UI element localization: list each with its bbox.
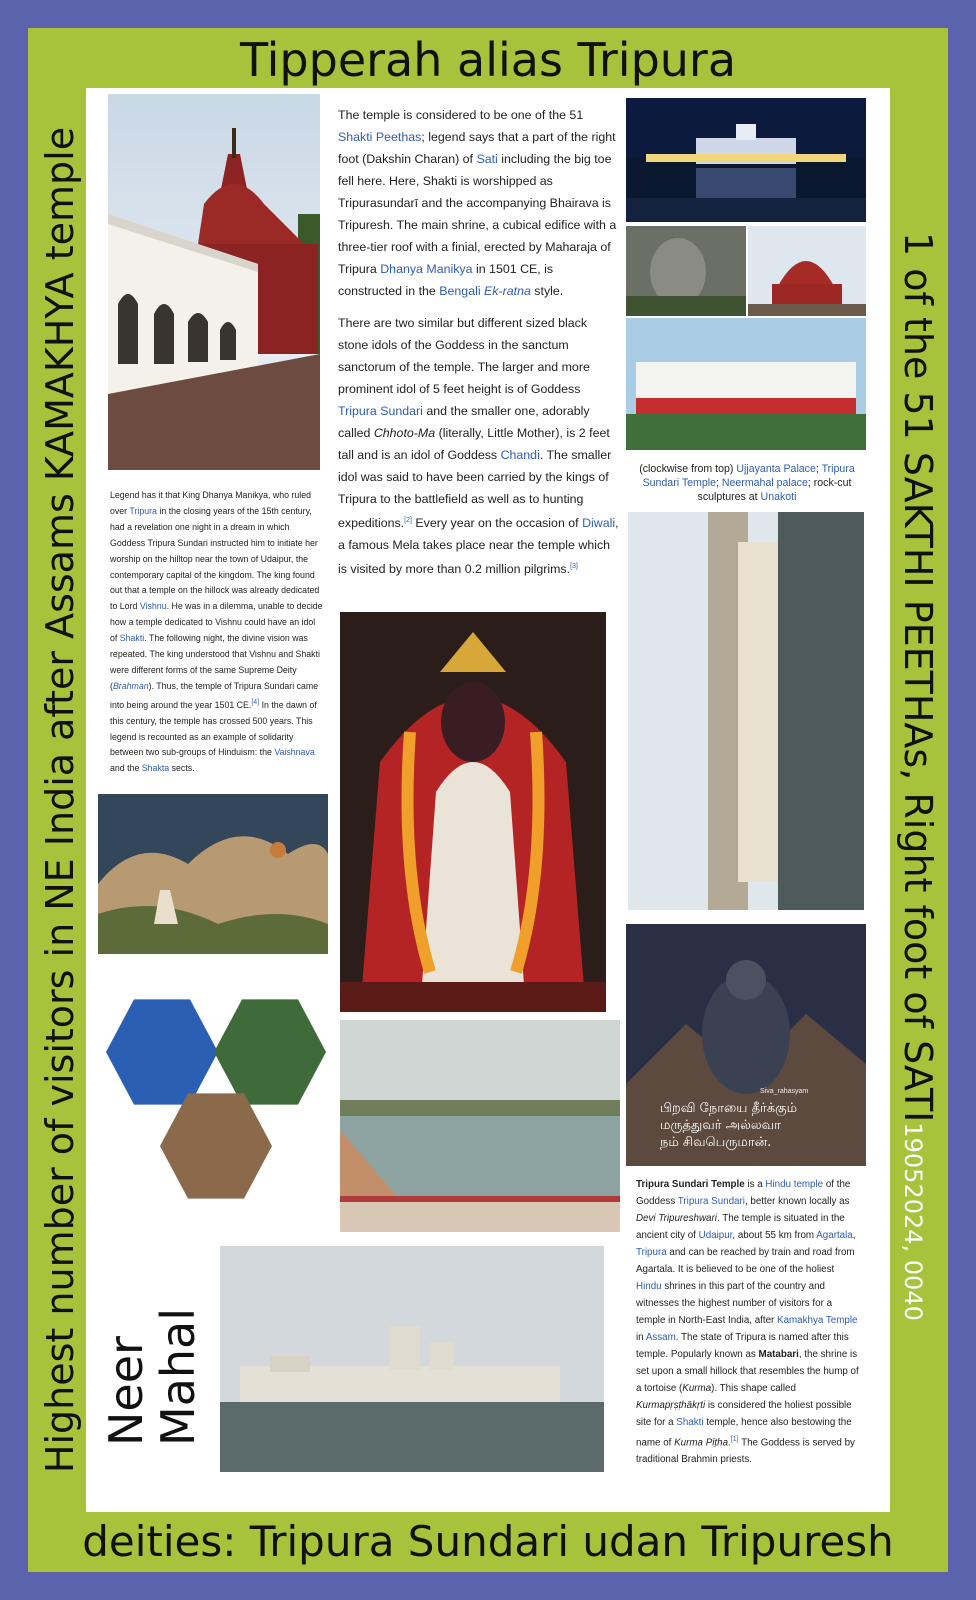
text-run: temple, hence also bestowing the name of (636, 1417, 852, 1449)
text-run: ; (815, 463, 822, 475)
text-run: and can be reached by train and road from Agartala. It is believed to be one of the holiest (636, 1247, 855, 1275)
wiki-tripura-text (636, 1176, 860, 1468)
text-run: , better known locally as (744, 1196, 850, 1207)
link-hindu[interactable]: Hindu (636, 1281, 662, 1292)
ujjayanta-palace-photo (626, 98, 866, 222)
citation-2[interactable]: [2] (404, 517, 412, 524)
text-run: is considered the holiest possible site for a (636, 1400, 852, 1428)
text-run: of the Goddess (636, 1179, 851, 1207)
text-run-italic: Kurma (682, 1383, 712, 1394)
tamil-line-2: மருத்துவர் அல்லவா (660, 1118, 781, 1133)
wiki-main-paragraph-1 (338, 104, 620, 302)
link-brahman[interactable]: Brahman (112, 680, 149, 691)
neer-mahal-photo (220, 1246, 604, 1472)
unakoti-rock-photo (626, 226, 746, 316)
link-shakti[interactable]: Shakti (119, 633, 145, 644)
neer-label-line-1: Neer (99, 1336, 153, 1446)
text-run: ; legend says that a part of the right foot (Dakshin Charan) of (338, 130, 616, 166)
link-tripura[interactable]: Tripura (129, 505, 157, 516)
text-run: The temple is considered to be one of the 51 (338, 108, 584, 122)
tamil-line-3: நம் சிவபெருமான். (660, 1135, 772, 1150)
link-udaipur[interactable]: Udaipur (698, 1230, 733, 1241)
text-run-italic: Chhoto-Ma (373, 426, 436, 440)
mythology-painting (98, 794, 328, 954)
text-run: . The smaller idol was said to have been carried by the kings of Tripura to the battlefield as well as to hunting expeditions. (338, 448, 612, 531)
link-sati[interactable]: Sati (476, 152, 498, 166)
link-neermahal-palace[interactable]: Neermahal palace (721, 477, 808, 489)
text-run: shrines in this part of the country and witnesses the highest number of visitors for a temple in North-East India, after (636, 1281, 833, 1326)
text-run: . The state of Tripura is named after this temple. Popularly known as (636, 1332, 849, 1360)
goddess-idol-photo (340, 612, 606, 1012)
side-title-left: Highest number of visitors in NE India after Assams KAMAKHYA temple (38, 126, 82, 1474)
tamil-line-1: பிறவி நோயை தீர்க்கும் (660, 1101, 798, 1116)
text-run-bold: Matabari (758, 1349, 799, 1360)
tamil-overlay (660, 1100, 850, 1151)
text-run: , about 55 km from (732, 1230, 817, 1241)
text-run: (clockwise from top) (639, 463, 737, 475)
wiki-legend-text (110, 488, 324, 777)
neer-label-line-2: Mahal (151, 1308, 205, 1446)
title-top: Tipperah alias Tripura (239, 33, 737, 87)
link-tripura-sundari-temple[interactable]: Tripura Sundari Temple (642, 463, 855, 489)
figure-caption (626, 462, 868, 504)
link-ek-ratna[interactable]: Ek-ratna (484, 284, 531, 298)
link-hindu-temple[interactable]: Hindu temple (765, 1179, 824, 1190)
text-run: and the smaller one, adorably called (338, 404, 590, 440)
text-run: , the shrine is set upon a small hillock that resembles the hump of a tortoise ( (636, 1349, 859, 1394)
title-bottom: deities: Tripura Sundari udan Tripuresh (82, 1517, 894, 1566)
palace-reflection-photo (628, 512, 864, 910)
instagram-handle: Siva_rahasyam (760, 1088, 809, 1095)
side-title-right-text: 1 of the 51 SAKTHI PEETHAs, Right foot of SATI (896, 232, 940, 1123)
temple-photo (108, 94, 320, 470)
text-run: , (852, 1230, 856, 1241)
side-title-right (890, 232, 946, 1542)
link-assam[interactable]: Assam (645, 1332, 676, 1343)
text-run: (literally, Little Mother), is 2 feet tall and is an idol of Goddess (338, 426, 610, 462)
link-shakti[interactable]: Shakti (676, 1417, 704, 1428)
text-run: . He was in a dilemma, unable to decide how a temple dedicated to Vishnu could have an idol of (110, 601, 323, 644)
text-run: . (728, 1437, 731, 1449)
text-run: and the (110, 763, 142, 774)
text-run-italic: Kurma Pīṭha (674, 1437, 729, 1449)
link-dhanya-manikya[interactable]: Dhanya Manikya (380, 262, 473, 276)
link-vaishnava[interactable]: Vaishnava (274, 747, 315, 758)
link-chandi[interactable]: Chandi (500, 448, 540, 462)
link-diwali[interactable]: Diwali (582, 516, 616, 531)
text-run: in (636, 1332, 646, 1343)
citation-4[interactable]: [4] (251, 698, 260, 706)
neer-mahal-label (100, 1216, 204, 1446)
citation-3[interactable]: [3] (570, 563, 578, 571)
neermahal-palace-photo (626, 318, 866, 450)
link-tripura-sundari[interactable]: Tripura Sundari (677, 1196, 745, 1207)
wiki-main-text (338, 104, 620, 590)
text-run-italic: Kurmapṛṣṭhākṛti (636, 1400, 706, 1411)
text-run: There are two similar but different sized black stone idols of the Goddess in the sanctum sanctorum of the temple. The larger and more prominent idol of 5 feet height is of Goddess (338, 316, 590, 396)
text-run: Legend has it that King Dhanya Manikya, who ruled over (110, 490, 311, 516)
link-kamakhya-temple[interactable]: Kamakhya Temple (777, 1315, 858, 1326)
text-run: In the dawn of this century, the temple has crossed 500 years. This legend is recounted as an example of solidarity between two sub-groups of Hinduism: the (110, 699, 317, 758)
link-tripura[interactable]: Tripura (636, 1247, 667, 1258)
text-run: . The temple is situated in the ancient city of (636, 1213, 845, 1241)
text-run: ; rock-cut sculptures at (697, 477, 852, 503)
citation-1[interactable]: [1] (730, 1436, 739, 1443)
text-run: The Goddess is served by traditional Brahmin priests. (636, 1437, 855, 1466)
wiki-main-paragraph-2 (338, 312, 620, 580)
text-run: including the big toe fell here. Here, Shakti is worshipped as Tripurasundarī and the accompanying Bhairava is Tripuresh. The main shrine, a cubical edifice with a three-tier roof with a finial, erected by Maharaja of Tripura (338, 152, 617, 276)
text-run: Every year on the occasion of (411, 516, 583, 531)
link-bengali[interactable]: Bengali (439, 284, 485, 298)
text-run-bold: Tripura Sundari Temple (636, 1179, 745, 1190)
text-run: in the closing years of the 15th century, had a revelation one night in a dream in which Goddess Tripura Sundari instructed him to initiate her worship on the hilltop near the town of Udaipur, the contemporary capital of the kingdom. The king found out that a temple on the hillock was already dedicated to Lord (110, 505, 320, 612)
lake-photo (340, 1020, 620, 1232)
tripura-sundari-temple-photo (748, 226, 866, 316)
text-run: in 1501 CE, is constructed in the (338, 262, 554, 298)
text-run: ). This shape called (711, 1383, 796, 1394)
link-tripura-sundari[interactable]: Tripura Sundari (338, 404, 423, 418)
date-stamp: 19052024, 0040 (899, 1122, 927, 1321)
link-shakta[interactable]: Shakta (141, 763, 170, 774)
link-agartala[interactable]: Agartala (816, 1230, 853, 1241)
text-run: , a famous Mela takes place near the temple which is visited by more than 0.2 million pilgrims. (338, 516, 619, 577)
text-run: is a (744, 1179, 766, 1190)
text-run: ; (715, 477, 722, 489)
text-run: style. (530, 284, 564, 298)
text-run: sects. (169, 763, 195, 774)
link-ujjayanta-palace[interactable]: Ujjayanta Palace (736, 463, 816, 475)
text-run: ). Thus, the temple of Tripura Sundari came into being around the year 1501 CE. (110, 680, 319, 710)
text-run: . The following night, the divine vision was repeated. The king understood that Vishnu and Shakti were different forms of the same Supreme Deity ( (110, 633, 320, 691)
text-run-italic: Devi Tripureshwari (636, 1213, 717, 1224)
link-shakti-peethas[interactable]: Shakti Peethas (338, 130, 422, 144)
link-vishnu[interactable]: Vishnu (139, 601, 167, 612)
link-unakoti[interactable]: Unakoti (760, 491, 797, 503)
